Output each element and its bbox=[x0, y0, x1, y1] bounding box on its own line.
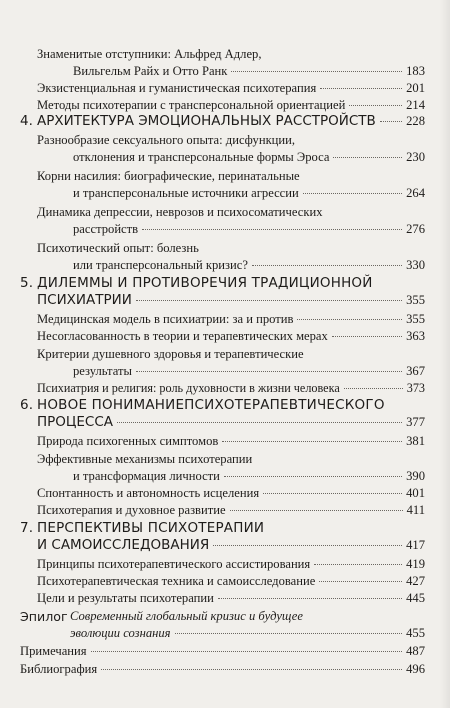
page-number: 417 bbox=[406, 538, 425, 552]
leader-dots bbox=[142, 229, 402, 230]
toc-entry-line: Критерии душевного здоровья и терапевтические bbox=[37, 347, 304, 361]
toc-entry[interactable] bbox=[0, 643, 450, 660]
toc-entry[interactable] bbox=[0, 573, 450, 590]
page-number: 373 bbox=[406, 381, 425, 395]
epilogue-label: Эпилог bbox=[20, 609, 68, 624]
leader-dots bbox=[136, 371, 402, 372]
page-number: 201 bbox=[406, 81, 425, 95]
toc-entry[interactable] bbox=[0, 502, 450, 519]
toc-entry[interactable] bbox=[0, 380, 450, 397]
toc-entry[interactable] bbox=[0, 661, 450, 678]
toc-entry-text: и трансперсональные источники агрессии bbox=[73, 186, 299, 200]
toc-entry[interactable] bbox=[0, 97, 450, 114]
toc-entry[interactable] bbox=[0, 311, 450, 328]
leader-dots bbox=[230, 510, 403, 511]
page-number: 411 bbox=[406, 503, 425, 517]
toc-entry-text: Психотерапия и духовное развитие bbox=[37, 503, 226, 517]
leader-dots bbox=[263, 493, 402, 494]
toc-entry-line: Эффективные механизмы психотерапии bbox=[37, 452, 253, 466]
toc-entry-text: Экзистенциальная и гуманистическая психотерапия bbox=[37, 81, 317, 95]
page-number: 401 bbox=[406, 486, 425, 500]
page-number: 214 bbox=[406, 98, 425, 112]
leader-dots bbox=[303, 193, 402, 194]
page-number: 496 bbox=[406, 662, 425, 676]
leader-dots bbox=[349, 105, 402, 106]
toc-entry-text: или трансперсональный кризис? bbox=[73, 258, 248, 272]
toc-entry[interactable] bbox=[0, 185, 450, 202]
leader-dots bbox=[175, 633, 403, 634]
leader-dots bbox=[213, 545, 402, 546]
page-number: 355 bbox=[406, 293, 425, 307]
toc-entry-text: Медицинская модель в психиатрии: за и против bbox=[37, 312, 294, 326]
leader-dots bbox=[319, 581, 402, 582]
toc-entry-text: расстройств bbox=[73, 222, 139, 236]
page-number: 427 bbox=[406, 574, 425, 588]
leader-dots bbox=[117, 422, 402, 423]
toc-chapter[interactable] bbox=[0, 414, 450, 431]
toc-entry-line: Современный глобальный кризис и будущее bbox=[70, 609, 303, 623]
leader-dots bbox=[231, 71, 402, 72]
leader-dots bbox=[91, 651, 403, 652]
page-number: 455 bbox=[406, 626, 425, 640]
toc-entry-text: и трансформация личности bbox=[73, 469, 220, 483]
toc-entry-text: Природа психогенных симптомов bbox=[37, 434, 219, 448]
toc-entry-text: Психотерапевтическая техника и самоисследование bbox=[37, 574, 316, 588]
page-number: 381 bbox=[406, 434, 425, 448]
chapter-title: АРХИТЕКТУРА ЭМОЦИОНАЛЬНЫХ РАССТРОЙСТВ bbox=[37, 113, 376, 129]
toc-entry-text: Цели и результаты психотерапии bbox=[37, 591, 214, 605]
leader-dots bbox=[218, 598, 402, 599]
toc-entry[interactable] bbox=[0, 363, 450, 380]
toc-entry[interactable] bbox=[0, 80, 450, 97]
page-number: 330 bbox=[406, 258, 425, 272]
leader-dots bbox=[297, 319, 402, 320]
page-number: 183 bbox=[406, 64, 425, 78]
leader-dots bbox=[136, 300, 402, 301]
toc-entry-text: эволюции сознания bbox=[70, 626, 171, 640]
toc-entry-text: Примечания bbox=[20, 644, 87, 658]
toc-entry-text: Спонтанность и автономность исцеления bbox=[37, 486, 260, 500]
leader-dots bbox=[222, 441, 402, 442]
chapter-title-cont: ПСИХИАТРИИ bbox=[37, 292, 132, 308]
leader-dots bbox=[224, 476, 402, 477]
toc-chapter[interactable] bbox=[0, 113, 450, 130]
toc-entry-text: Несогласованность в теории и терапевтических мерах bbox=[37, 329, 328, 343]
toc-entry-text: Методы психотерапии с трансперсональной ориентацией bbox=[37, 98, 346, 112]
leader-dots bbox=[320, 88, 402, 89]
leader-dots bbox=[344, 388, 403, 389]
page-number: 419 bbox=[406, 557, 425, 571]
toc-entry-line: Динамика депрессии, неврозов и психосоматических bbox=[37, 205, 323, 219]
chapter-title: НОВОЕ ПОНИМАНИЕПСИХОТЕРАПЕВТИЧЕСКОГО bbox=[37, 397, 385, 413]
page-number: 487 bbox=[406, 644, 425, 658]
chapter-number: 4. bbox=[20, 113, 33, 129]
chapter-title-cont: ПРОЦЕССА bbox=[37, 414, 114, 430]
page-number: 445 bbox=[406, 591, 425, 605]
toc-entry[interactable] bbox=[0, 625, 450, 642]
toc-entry[interactable] bbox=[0, 221, 450, 238]
toc-entry[interactable] bbox=[0, 590, 450, 607]
chapter-number: 6. bbox=[20, 397, 34, 413]
page-number: 276 bbox=[406, 222, 425, 236]
toc-entry[interactable] bbox=[0, 468, 450, 485]
toc-entry-text: Принципы психотерапевтического ассистирования bbox=[37, 557, 311, 571]
toc-entry-text: Библиография bbox=[20, 662, 98, 676]
toc-entry[interactable] bbox=[0, 433, 450, 450]
toc-entry[interactable] bbox=[0, 257, 450, 274]
leader-dots bbox=[101, 669, 402, 670]
toc-entry-text: Психиатрия и религия: роль духовности в жизни человека bbox=[37, 381, 340, 395]
toc-entry-text: Вильгельм Райх и Отто Ранк bbox=[73, 64, 228, 78]
chapter-title-cont: И САМОИССЛЕДОВАНИЯ bbox=[37, 537, 210, 553]
toc-entry[interactable] bbox=[0, 485, 450, 502]
page-number: 363 bbox=[406, 329, 425, 343]
page-number: 228 bbox=[406, 114, 425, 128]
page-number: 355 bbox=[406, 312, 425, 326]
leader-dots bbox=[332, 336, 402, 337]
page-number: 390 bbox=[406, 469, 425, 483]
toc-entry-line: Разнообразие сексуального опыта: дисфункции, bbox=[37, 133, 296, 147]
toc-entry[interactable] bbox=[0, 556, 450, 573]
toc-entry-line: Знаменитые отступники: Альфред Адлер, bbox=[37, 47, 262, 61]
page-number: 264 bbox=[406, 186, 425, 200]
toc-entry[interactable] bbox=[0, 328, 450, 345]
chapter-number: 7. bbox=[20, 520, 34, 536]
chapter-title: ДИЛЕММЫ И ПРОТИВОРЕЧИЯ ТРАДИЦИОННОЙ bbox=[37, 275, 373, 291]
leader-dots bbox=[380, 121, 402, 122]
leader-dots bbox=[333, 157, 402, 158]
toc-entry[interactable] bbox=[0, 63, 450, 80]
toc-entry[interactable] bbox=[0, 149, 450, 166]
toc-chapter[interactable] bbox=[0, 537, 450, 554]
toc-entry-line: Психотический опыт: болезнь bbox=[37, 241, 199, 255]
page-edge-shadow bbox=[440, 0, 450, 708]
page-number: 367 bbox=[406, 364, 425, 378]
toc-entry-text: отклонения и трансперсональные формы Эроса bbox=[73, 150, 330, 164]
leader-dots bbox=[252, 265, 402, 266]
leader-dots bbox=[314, 564, 402, 565]
page-number: 377 bbox=[406, 415, 425, 429]
chapter-title: ПЕРСПЕКТИВЫ ПСИХОТЕРАПИИ bbox=[37, 520, 265, 536]
toc-entry-line: Корни насилия: биографические, перинатальные bbox=[37, 169, 300, 183]
toc-entry-text: результаты bbox=[73, 364, 132, 378]
chapter-number: 5. bbox=[20, 275, 34, 291]
page-number: 230 bbox=[406, 150, 425, 164]
toc-chapter[interactable] bbox=[0, 292, 450, 309]
